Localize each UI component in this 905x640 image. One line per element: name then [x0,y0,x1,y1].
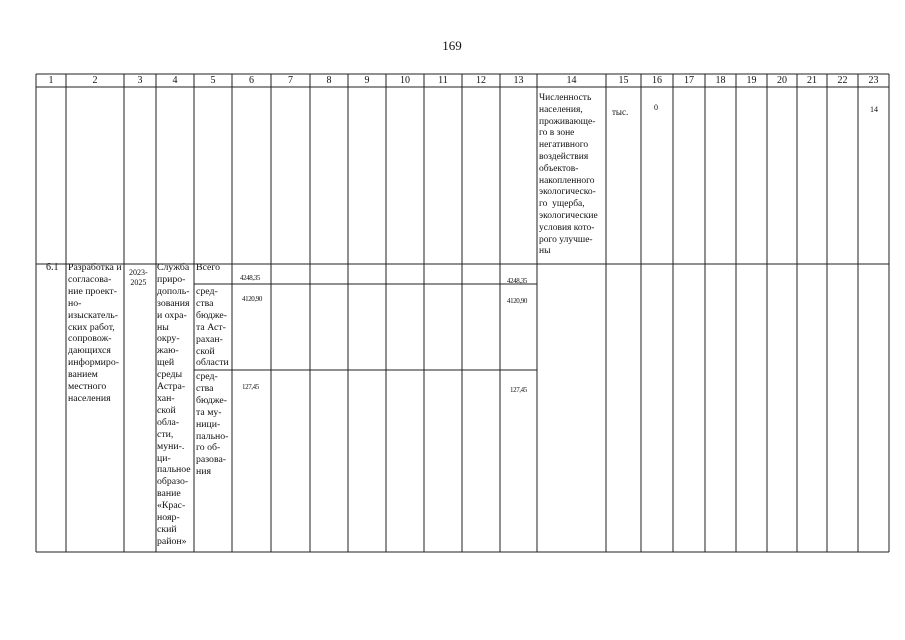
funding-regional-col6: 4120,90 [242,295,262,303]
funding-total-col6: 4248,35 [240,274,260,282]
col-header-19: 19 [746,75,757,86]
col-header-20: 20 [777,75,787,86]
col-header-1: 1 [48,75,54,86]
indicator-name: Численность населения, проживающе- го в зоне негативного воздействия объектов- накопленного экологическо- го ущерба, экологические условия кото- рого улучше- ны [539,93,598,257]
funding-source-label: сред- ства бюдже- та Аст- рахан- ской области [196,286,229,369]
indicator-unit: тыс. [612,107,629,117]
col-header-11: 11 [438,75,448,86]
col-header-22: 22 [837,75,848,86]
funding-municipal-col13: 127,45 [510,386,527,394]
col-header-15: 15 [618,75,629,86]
col-header-23: 23 [868,75,879,86]
funding-source-label: Всего [196,262,221,273]
col-header-5: 5 [210,75,216,86]
col-header-13: 13 [513,75,524,86]
col-header-7: 7 [288,75,293,86]
funding-municipal-col6: 127,45 [242,383,259,391]
measure-number: 6.1 [46,262,59,273]
col-header-18: 18 [715,75,726,86]
col-header-10: 10 [400,75,410,86]
col-header-9: 9 [364,75,370,86]
measure-period: 2023- 2025 [129,268,148,287]
funding-total-col13: 4248,35 [507,277,527,285]
indicator-base-value: 0 [654,103,658,112]
col-header-16: 16 [652,75,662,86]
col-header-6: 6 [249,75,254,86]
col-header-3: 3 [137,75,143,86]
indicator-target-value: 14 [870,105,878,114]
funding-regional-col13: 4120,90 [507,297,527,305]
col-header-21: 21 [807,75,817,86]
page-number: 169 [442,38,462,53]
col-header-14: 14 [566,75,577,86]
measure-name: Разработка и согласова- ние проект- но- изыскатель- ских работ, сопровож- дающихся информиро- ванием местного населения [68,262,122,404]
col-header-17: 17 [684,75,694,86]
col-header-4: 4 [172,75,178,86]
funding-source-label: сред- ства бюдже- та му- ници- пально- го об- разова- ния [196,371,229,478]
measure-executor: Служба приро- дополь- зования и охра- ны окру- жаю- щей среды Астра- хан- ской обла- сти, муни-. ци- пальное образо- вание «Крас- нояр- ский район» [157,262,191,547]
col-header-8: 8 [326,75,332,86]
col-header-12: 12 [476,75,486,86]
col-header-2: 2 [92,75,98,86]
